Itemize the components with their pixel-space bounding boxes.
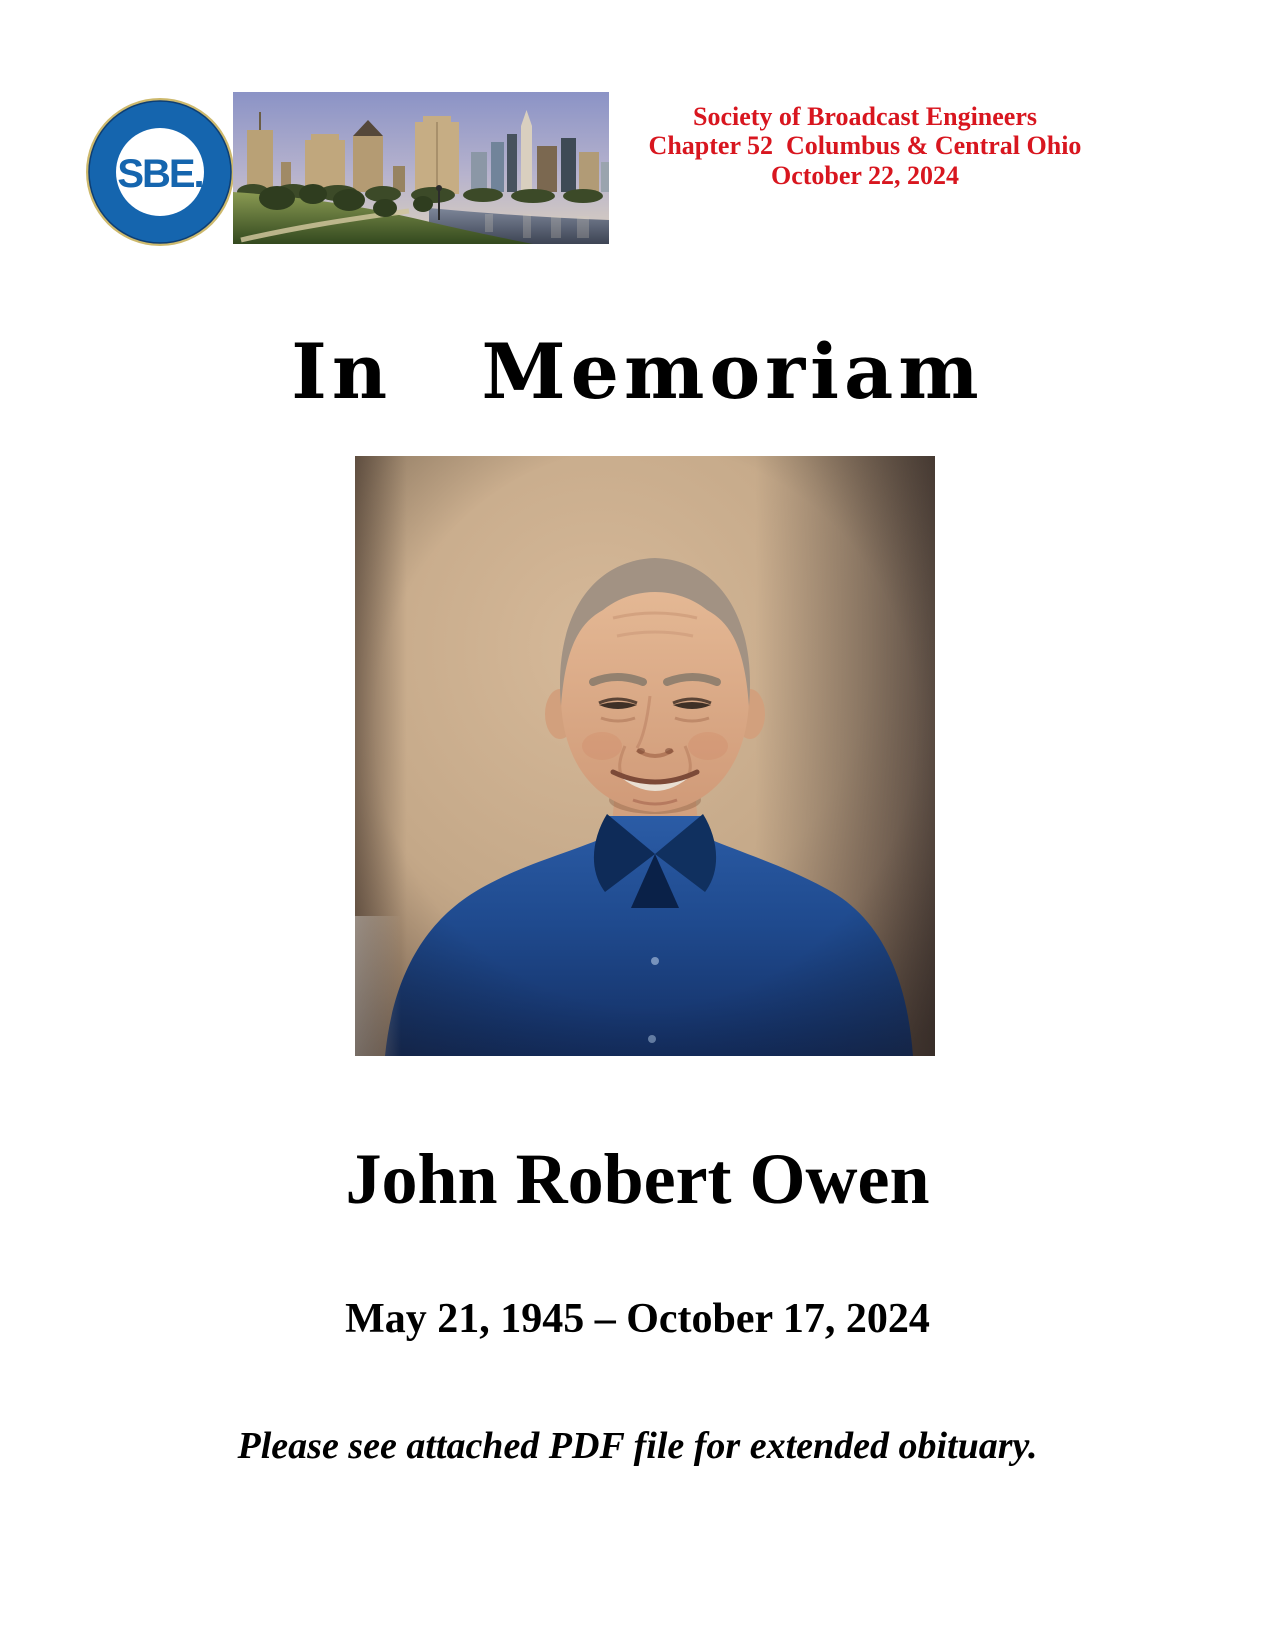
skyline-image bbox=[233, 92, 609, 244]
memoriam-title: In Memoriam bbox=[291, 327, 984, 416]
columbus-skyline-photo bbox=[233, 92, 609, 244]
portrait-graphic bbox=[355, 456, 935, 1056]
org-chapter-line: Chapter 52 Columbus & Central Ohio bbox=[648, 131, 1082, 161]
org-name-line: Society of Broadcast Engineers bbox=[693, 102, 1037, 131]
sbe-logo bbox=[84, 96, 236, 248]
org-date-line: October 22, 2024 bbox=[771, 160, 959, 190]
obituary-note: Please see attached PDF file for extended obituary. bbox=[237, 1425, 1038, 1467]
logo-text: SBE. bbox=[117, 152, 203, 196]
sbe-logo-icon bbox=[84, 96, 236, 248]
vignette bbox=[355, 456, 935, 1056]
org-header-text bbox=[628, 102, 1102, 190]
portrait-photo bbox=[355, 456, 935, 1056]
deceased-name: John Robert Owen bbox=[345, 1139, 930, 1219]
life-dates: May 21, 1945 – October 17, 2024 bbox=[345, 1296, 930, 1342]
